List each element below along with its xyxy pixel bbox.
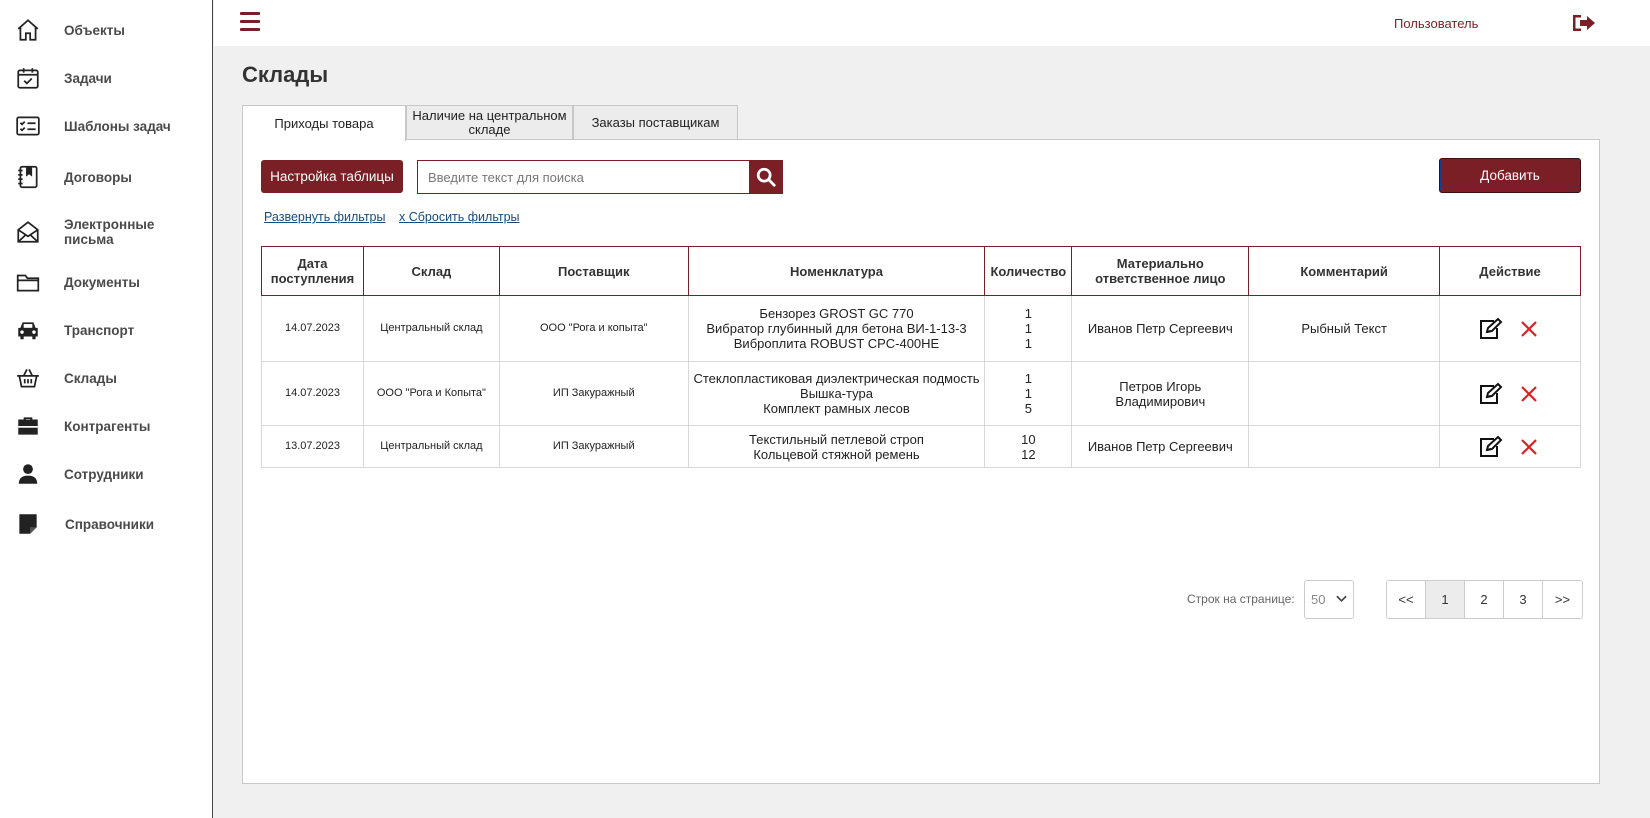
supplier-cell: ИП Закуражный <box>499 362 688 426</box>
qty-line: 5 <box>1024 401 1032 416</box>
item-line: Виброплита ROBUST CPC-400HE <box>733 336 940 351</box>
column-header[interactable]: Поставщик <box>499 247 688 296</box>
tab-label: Наличие на центральном складе <box>412 108 567 137</box>
sidebar-item-label: Шаблоны задач <box>64 118 171 134</box>
search-icon[interactable] <box>749 161 782 193</box>
car-icon <box>14 316 42 344</box>
warehouse-cell: Центральный склад <box>363 296 499 362</box>
basket-icon <box>14 364 42 392</box>
column-header[interactable]: Номенклатура <box>688 247 985 296</box>
calendar-check-icon <box>14 64 42 92</box>
expand-filters-link[interactable]: Развернуть фильтры <box>264 210 386 224</box>
supplier-cell: ООО "Рога и копыта" <box>499 296 688 362</box>
supplier-cell: ИП Закуражный <box>499 426 688 468</box>
column-header: Действие <box>1440 247 1581 296</box>
sidebar-item-directories[interactable] <box>0 510 212 538</box>
warehouse-cell: ООО "Рога и Копыта" <box>363 362 499 426</box>
qty-line: 1 <box>1024 321 1032 336</box>
sticky-note-icon <box>14 510 42 538</box>
add-button[interactable]: Добавить <box>1439 158 1581 193</box>
edit-icon[interactable] <box>1478 435 1504 459</box>
quantity-cell <box>985 296 1072 362</box>
sidebar-item-employees[interactable] <box>0 460 212 488</box>
column-header[interactable]: Количество <box>985 247 1072 296</box>
date-cell: 13.07.2023 <box>262 426 364 468</box>
table-settings-button[interactable]: Настройка таблицы <box>261 160 403 193</box>
actions-cell <box>1440 296 1581 362</box>
search-input[interactable] <box>418 161 750 193</box>
sidebar-item-label: Справочники <box>65 516 155 532</box>
user-name[interactable]: Пользователь <box>1394 16 1479 31</box>
sidebar-item-label: Транспорт <box>64 322 135 338</box>
top-header <box>214 0 1650 46</box>
pagination <box>1386 580 1583 619</box>
sidebar-item-emails[interactable] <box>0 216 212 248</box>
item-line: Текстильный петлевой строп <box>749 431 924 447</box>
quantity-cell <box>985 426 1072 468</box>
quantity-cell <box>985 362 1072 426</box>
sidebar-item-label: Контрагенты <box>64 418 151 434</box>
responsible-cell: Петров Игорь Владимирович <box>1072 362 1249 426</box>
table-header-row <box>262 247 1581 296</box>
sidebar-item-tasks[interactable] <box>0 64 212 92</box>
user-icon <box>14 460 42 488</box>
table-row[interactable] <box>262 362 1581 426</box>
column-header[interactable]: Комментарий <box>1249 247 1440 296</box>
qty-line: 12 <box>1021 446 1036 462</box>
nomenclature-cell <box>688 296 985 362</box>
edit-icon[interactable] <box>1478 382 1504 406</box>
qty-line: 1 <box>1024 306 1032 321</box>
nomenclature-cell <box>688 426 985 468</box>
sidebar-item-label: Задачи <box>64 70 112 86</box>
content-panel <box>242 139 1600 784</box>
sidebar-item-contractors[interactable] <box>0 412 212 440</box>
tab-label: Приходы товара <box>274 115 374 131</box>
sidebar-item-label: Электронные письма <box>64 217 155 247</box>
responsible-cell: Иванов Петр Сергеевич <box>1072 426 1249 468</box>
sidebar-item-label: Объекты <box>64 22 125 38</box>
sidebar-item-transport[interactable] <box>0 316 212 344</box>
briefcase-icon <box>14 412 42 440</box>
envelope-open-icon <box>14 218 42 246</box>
item-line: Вышка-тура <box>800 386 873 401</box>
actions-cell <box>1440 362 1581 426</box>
date-cell: 14.07.2023 <box>262 296 364 362</box>
qty-line: 1 <box>1024 371 1032 386</box>
sidebar-item-contracts[interactable] <box>0 162 212 192</box>
checklist-icon <box>14 112 42 140</box>
menu-icon[interactable] <box>240 12 260 33</box>
delete-icon[interactable] <box>1516 382 1542 406</box>
comment-cell <box>1249 362 1440 426</box>
sidebar-item-label: Сотрудники <box>64 466 144 482</box>
page-title: Склады <box>242 62 329 87</box>
qty-line: 1 <box>1024 386 1032 401</box>
item-line: Комплект рамных лесов <box>763 401 910 416</box>
column-header[interactable]: Склад <box>363 247 499 296</box>
notebook-icon <box>14 163 42 191</box>
date-cell: 14.07.2023 <box>262 362 364 426</box>
tab-central-stock[interactable] <box>406 105 573 140</box>
item-line: Кольцевой стяжной ремень <box>753 446 920 462</box>
rows-per-page-label: Строк на странице: <box>1187 592 1295 606</box>
sidebar-item-task-templates[interactable] <box>0 112 212 140</box>
sidebar-item-warehouses[interactable] <box>0 364 212 392</box>
edit-icon[interactable] <box>1478 317 1504 341</box>
page-button-2[interactable]: 2 <box>1465 581 1504 618</box>
chevron-down-icon <box>1336 595 1347 603</box>
item-line: Бензорез GROST GC 770 <box>759 306 914 321</box>
rows-per-page-value: 50 <box>1311 592 1326 607</box>
page-last-button[interactable]: >> <box>1543 581 1582 618</box>
home-icon <box>14 16 42 44</box>
qty-line: 1 <box>1024 336 1032 351</box>
folder-icon <box>14 268 42 296</box>
page-button-1[interactable]: 1 <box>1426 581 1465 618</box>
sidebar-item-label: Договоры <box>64 169 132 185</box>
responsible-cell: Иванов Петр Сергеевич <box>1072 296 1249 362</box>
page-button-3[interactable]: 3 <box>1504 581 1543 618</box>
receipts-table <box>261 246 1581 468</box>
tab-label: Заказы поставщикам <box>591 115 720 130</box>
warehouse-cell: Центральный склад <box>363 426 499 468</box>
actions-cell <box>1440 426 1581 468</box>
sidebar-item-documents[interactable] <box>0 268 212 296</box>
comment-cell: Рыбный Текст <box>1249 296 1440 362</box>
logout-icon[interactable] <box>1570 11 1598 35</box>
search-box <box>417 160 783 194</box>
nomenclature-cell <box>688 362 985 426</box>
sidebar-item-objects[interactable] <box>0 16 212 44</box>
table-row[interactable] <box>262 296 1581 362</box>
delete-icon[interactable] <box>1516 435 1542 459</box>
comment-cell <box>1249 426 1440 468</box>
sidebar-item-label: Склады <box>64 370 117 386</box>
item-line: Вибратор глубинный для бетона ВИ-1-13-3 <box>706 321 967 336</box>
page-first-button[interactable]: << <box>1387 581 1426 618</box>
column-header[interactable]: Материально ответственное лицо <box>1072 247 1249 296</box>
table-row[interactable] <box>262 426 1581 468</box>
item-line: Стеклопластиковая диэлектрическая подмость <box>693 371 980 386</box>
tab-goods-receipts[interactable] <box>242 105 406 141</box>
sidebar <box>0 0 213 818</box>
reset-filters-link[interactable]: x Сбросить фильтры <box>399 210 520 224</box>
column-header[interactable]: Дата поступления <box>262 247 364 296</box>
delete-icon[interactable] <box>1516 317 1542 341</box>
sidebar-item-label: Документы <box>64 274 140 290</box>
tab-supplier-orders[interactable] <box>573 105 738 140</box>
qty-line: 10 <box>1021 431 1036 447</box>
rows-per-page-select[interactable] <box>1304 580 1354 619</box>
